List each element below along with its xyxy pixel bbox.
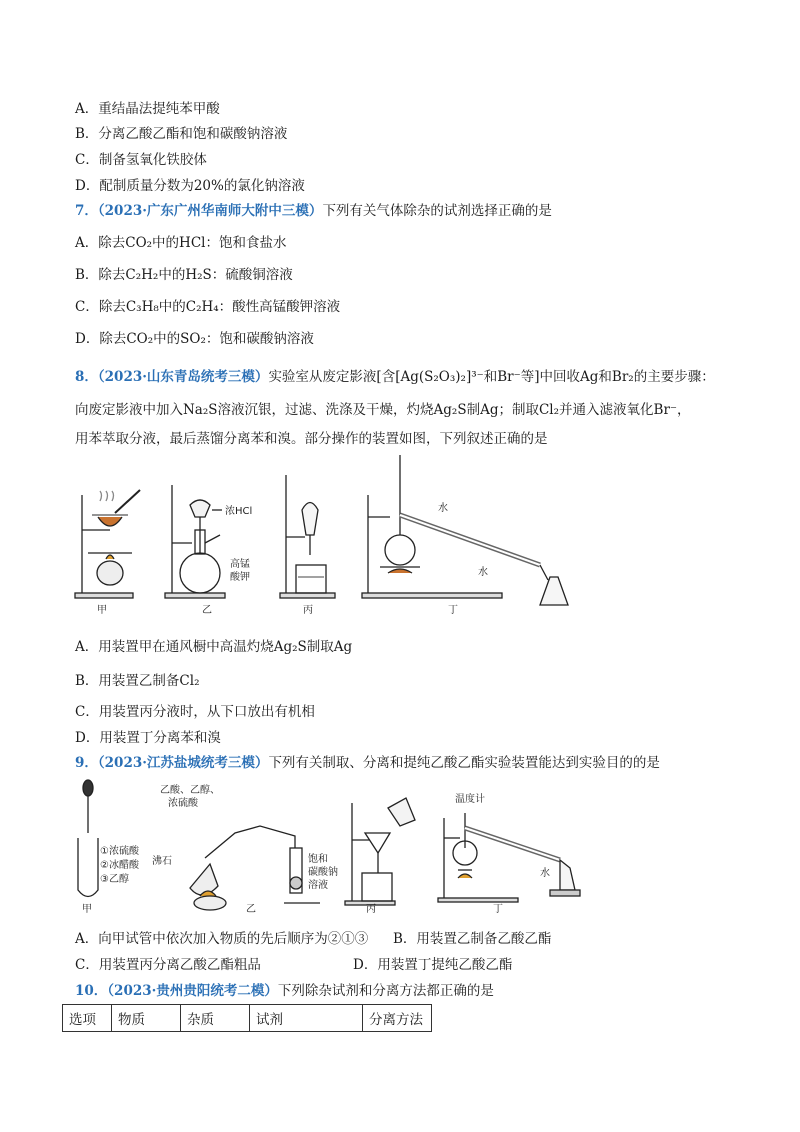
q9-stem: 下列有关制取、分离和提纯乙酸乙酯实验装置能达到实验目的的是 [268, 755, 660, 771]
q8-caption-bing: 丙 [303, 605, 313, 615]
q7-option-b: B．除去C₂H₂中的H₂S：硫酸铜溶液 [75, 267, 293, 283]
q6-option-c: C．制备氢氧化铁胶体 [75, 152, 207, 168]
q7-option-c: C．除去C₃H₈中的C₂H₄：酸性高锰酸钾溶液 [75, 299, 341, 315]
q8-stem-line1: 实验室从废定影液[含[Ag(S₂O₃)₂]³⁻和Br⁻等]中回收Ag和Br₂的主要步骤： [268, 369, 715, 385]
q8-label-kmno4-2: 酸钾 [230, 572, 250, 583]
q9-label-r2: ②冰醋酸 [100, 860, 139, 871]
q7-source: （2023·广东广州华南师大附中三模） [97, 203, 323, 219]
q8-caption-jia: 甲 [97, 605, 107, 615]
q9-source: （2023·江苏盐城统考三模） [97, 755, 269, 771]
q9-label-r3: ③乙醇 [100, 874, 129, 885]
q9-option-b: B．用装置乙制备乙酸乙酯 [393, 931, 552, 947]
q9-heading [75, 754, 660, 772]
q8-heading [75, 368, 715, 386]
q8-device-bing [280, 475, 335, 598]
q10-number: 10． [75, 983, 108, 999]
q10-header-reagent: 试剂 [250, 1005, 363, 1032]
q9-label-mix1: 乙酸、乙醇、 [160, 785, 220, 796]
q9-device-ding [438, 813, 580, 902]
q9-apparatus-figure [70, 778, 590, 918]
q9-label-na1: 饱和 [308, 854, 328, 865]
q10-table-header-row [63, 1005, 432, 1032]
q8-caption-ding: 丁 [448, 605, 458, 615]
q9-device-bing [345, 798, 415, 905]
q9-option-c: C．用装置丙分离乙酸乙酯粗品 [75, 957, 261, 973]
q7-number: 7． [75, 203, 98, 219]
q8-label-water-in: 水 [478, 567, 488, 578]
q10-header-impurity: 杂质 [181, 1005, 250, 1032]
q10-header-substance: 物质 [112, 1005, 181, 1032]
q8-label-water-out: 水 [438, 503, 448, 514]
q9-caption-ding: 丁 [493, 904, 503, 915]
q7-option-d: D．除去CO₂中的SO₂：饱和碳酸钠溶液 [75, 331, 314, 347]
q9-option-a: A．向甲试管中依次加入物质的先后顺序为②①③ [75, 931, 369, 947]
q8-device-ding [362, 455, 568, 605]
q10-table [62, 1004, 432, 1032]
q6-option-b: B．分离乙酸乙酯和饱和碳酸钠溶液 [75, 126, 288, 142]
q8-label-conc-hcl: 浓HCl [225, 506, 253, 517]
q8-stem-line3: 用苯萃取分液，最后蒸馏分离苯和溴。部分操作的装置如图，下列叙述正确的是 [75, 431, 548, 447]
q6-option-a: A．重结晶法提纯苯甲酸 [75, 101, 220, 117]
q9-label-boiling: 沸石 [152, 856, 172, 867]
q8-source: （2023·山东青岛统考三模） [97, 369, 269, 385]
q9-label-na2: 碳酸钠 [308, 867, 338, 878]
q8-option-c: C．用装置丙分液时，从下口放出有机相 [75, 704, 315, 720]
q8-stem-line2: 向废定影液中加入Na₂S溶液沉银，过滤、洗涤及干燥，灼烧Ag₂S制Ag；制取Cl₂并通入滤液氧化Br⁻， [75, 402, 691, 418]
q8-option-a: A．用装置甲在通风橱中高温灼烧Ag₂S制取Ag [75, 639, 353, 655]
q9-label-mix2: 浓硫酸 [168, 798, 198, 809]
q10-heading [75, 982, 494, 1000]
q8-apparatus-figure [70, 455, 610, 615]
q10-source: （2023·贵州贵阳统考二模） [107, 983, 278, 999]
q8-option-d: D．用装置丁分离苯和溴 [75, 730, 221, 746]
q8-device-yi [165, 485, 225, 598]
q9-caption-yi: 乙 [246, 904, 256, 915]
q8-option-b: B．用装置乙制备Cl₂ [75, 673, 200, 689]
q8-caption-yi: 乙 [202, 605, 212, 615]
q9-label-r1: ①浓硫酸 [100, 846, 139, 857]
q10-stem: 下列除杂试剂和分离方法都正确的是 [277, 983, 494, 999]
q9-number: 9． [75, 755, 98, 771]
q6-option-d: D．配制质量分数为20%的氯化钠溶液 [75, 178, 305, 194]
q8-label-kmno4-1: 高锰 [230, 559, 250, 570]
q8-device-jia [75, 490, 140, 598]
q9-label-thermometer: 温度计 [455, 794, 485, 805]
q9-caption-jia: 甲 [82, 904, 92, 915]
q9-device-yi [190, 826, 320, 910]
q9-option-d: D．用装置丁提纯乙酸乙酯 [353, 957, 513, 973]
q7-stem: 下列有关气体除杂的试剂选择正确的是 [322, 203, 552, 219]
q7-option-a: A．除去CO₂中的HCl：饱和食盐水 [75, 235, 287, 251]
q7-heading [75, 202, 552, 220]
q10-header-option: 选项 [63, 1005, 112, 1032]
q9-caption-bing: 丙 [366, 904, 376, 915]
q9-label-water: 水 [540, 868, 550, 879]
q10-header-method: 分离方法 [363, 1005, 432, 1032]
q8-number: 8． [75, 369, 98, 385]
q9-device-jia [78, 780, 98, 897]
q9-label-na3: 溶液 [308, 880, 328, 891]
